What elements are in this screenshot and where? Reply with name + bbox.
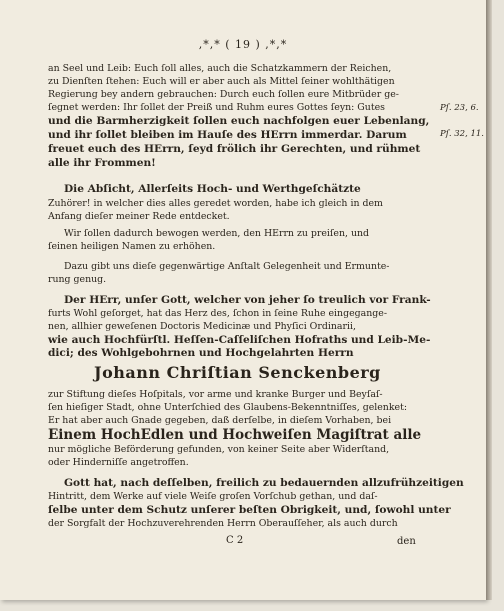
text-line: dici; des Wohlgebohrnen und Hochgelahrten Herrn (48, 347, 354, 359)
text-line: Hintritt, dem Werke auf viele Weiſe groſen Vorſchub gethan, und daſ- (48, 491, 378, 502)
text-line: ſelbe unter dem Schutz unſerer beſten Obrigkeit, und, ſowohl unter (48, 504, 451, 516)
signature-mark: C 2 (226, 535, 244, 546)
text-line: oder Hinderniſſe angetroffen. (48, 457, 189, 468)
page-header: ,*,* ( 19 ) ,*,* (198, 38, 288, 51)
text-line: und die Barmherzigkeit ſollen euch nachfolgen euer Lebenlang, (48, 115, 430, 127)
founder-name: Johann Chriſtian Senckenberg (94, 363, 381, 382)
text-line: nen, allhier geweſenen Doctoris Medicinæ und Phyſici Ordinarii, (48, 321, 356, 332)
text-line: alle ihr Frommen! (48, 157, 156, 169)
margin-note: Pſ. 32, 11. (440, 129, 485, 139)
text-line: an Seel und Leib: Euch ſoll alles, auch die Schatzkammern der Reichen, (48, 63, 392, 74)
text-line: Wir ſollen dadurch bewogen werden, den HErrn zu preiſen, und (64, 228, 370, 239)
text-line: Regierung bey andern gebrauchen: Durch euch ſollen eure Mitbrüder ge- (48, 89, 399, 100)
text-line: rung genug. (48, 274, 107, 285)
text-line: ſegnet werden: Ihr ſollet der Preiß und Ruhm eures Gottes ſeyn: Gutes (48, 102, 385, 113)
text-line: Zuhörer! in welcher dies alles geredet worden, habe ich gleich in dem (48, 198, 383, 209)
text-line: Dazu gibt uns dieſe gegenwärtige Anſtalt Gelegenheit und Ermunte- (64, 261, 390, 272)
text-line: zu Dienſten ſtehen: Euch will er aber auch als Mittel ſeiner wohlthätigen (48, 76, 395, 87)
text-line: Die Abſicht, Allerſeits Hoch- und Werthgeſchätzte (64, 183, 361, 195)
text-line: ſen hieſiger Stadt, ohne Unterſchied des Glaubens-Bekenntniſſes, gelenket: (48, 402, 407, 413)
text-line: Er hat aber auch Gnade gegeben, daß derſelbe, in dieſem Vorhaben, bei (48, 415, 392, 426)
text-line: Gott hat, nach deſſelben, freilich zu bedauernden allzufrühzeitigen (64, 477, 464, 489)
text-line: freuet euch des HErrn, ſeyd frölich ihr Gerechten, und rühmet (48, 143, 421, 155)
margin-note: Pſ. 23, 6. (440, 103, 479, 113)
text-line: nur mögliche Beförderung gefunden, von keiner Seite aber Widerſtand, (48, 444, 390, 455)
catchword: den (397, 536, 416, 547)
text-line: der Sorgfalt der Hochzuverehrenden Herrn Oberauſſeher, als auch durch (48, 518, 398, 529)
text-line: zur Stiftung dieſes Hoſpitals, vor arme und kranke Burger und Beyſaſ- (48, 389, 383, 400)
page-edge (486, 0, 492, 600)
text-line: Einem HochEdlen und Hochweiſen Magiſtrat alle (48, 427, 422, 443)
text-line: ſeinen heiligen Namen zu erhöhen. (48, 241, 216, 252)
text-line: Der HErr, unſer Gott, welcher von jeher ſo treulich vor Frank- (64, 294, 431, 306)
text-line: furts Wohl geſorget, hat das Herz des, ſchon in ſeine Ruhe eingegange- (48, 308, 387, 319)
text-line: wie auch Hochfürſtl. Heſſen-Caſſeliſchen Hofraths und Leib-Me- (48, 334, 431, 346)
text-line: und ihr ſollet bleiben im Hauſe des HErrn immerdar. Darum (48, 129, 407, 141)
text-line: Anfang dieſer meiner Rede entdecket. (48, 211, 230, 222)
